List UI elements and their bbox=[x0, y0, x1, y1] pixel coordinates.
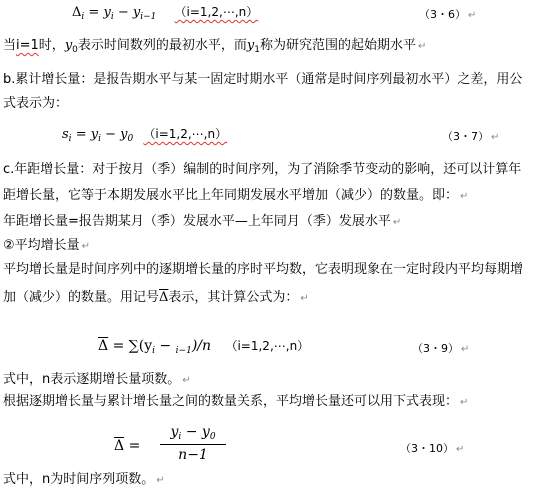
return-mark: ↵ bbox=[460, 397, 469, 408]
eq7-range: （i=1,2,⋯,n） bbox=[143, 127, 228, 141]
eq7-sub-i: i bbox=[68, 134, 72, 144]
return-mark: ↵ bbox=[456, 444, 465, 455]
return-mark: ↵ bbox=[392, 217, 402, 228]
equation-3-6 bbox=[72, 2, 258, 27]
p1-i1: i=1 bbox=[16, 38, 39, 53]
eq10-num-minus: − y bbox=[181, 424, 210, 440]
eq6-number-text: （3・6） bbox=[419, 8, 466, 21]
eq6-sub-im1: i−1 bbox=[140, 12, 157, 22]
eq6-y2: y bbox=[132, 5, 141, 20]
p5-line1: 式中，n表示逐期增长量项数。 bbox=[3, 372, 181, 387]
p1-text3: 称为研究范围的起始期水平 bbox=[260, 38, 417, 53]
paragraph-yearly-line3 bbox=[3, 212, 401, 233]
eq7-sub-i2: i bbox=[98, 134, 101, 144]
eq6-minus: − bbox=[113, 5, 133, 20]
paragraph-when-i1 bbox=[3, 36, 426, 60]
p4-line1: 平均增长量是时间序列中的逐期增长量的序时平均数，它表明现象在一定时段内平均每期增 bbox=[3, 262, 524, 277]
p2-line2: 式表示为： bbox=[3, 96, 69, 111]
eq9-sub: i bbox=[152, 346, 156, 356]
p3-line3: 年距增长量=报告期某月（季）发展水平—上年同月（季）发展水平 bbox=[3, 214, 391, 229]
eq10-fraction-bar bbox=[160, 444, 226, 445]
paragraph-average-line2 bbox=[3, 288, 309, 309]
paragraph-cumulative-line2 bbox=[3, 94, 68, 114]
eq10-number-text: （3・10） bbox=[400, 442, 454, 455]
eq9-sub2: i−1 bbox=[175, 346, 192, 356]
equation-3-9 bbox=[98, 336, 309, 361]
eq6-equals: = bbox=[84, 5, 104, 20]
paragraph-n-series bbox=[3, 470, 165, 491]
eq10-num-sub-0: 0 bbox=[209, 432, 216, 442]
eq10-denominator: n−1 bbox=[178, 447, 208, 463]
paragraph-n-meaning bbox=[3, 370, 191, 391]
section-heading-average-growth bbox=[3, 236, 90, 257]
eq7-minus: − y bbox=[100, 127, 128, 142]
eq6-range: （i=1,2,⋯,n） bbox=[174, 5, 259, 19]
p3-line1: c.年距增长量：对于按月（季）编制的时间序列，为了消除季节变动的影响，还可以计算年 bbox=[3, 162, 522, 177]
eq6-delta: Δ bbox=[72, 5, 82, 20]
eq7-number bbox=[442, 128, 499, 144]
eq9-number-text: （3・9） bbox=[412, 342, 459, 355]
eq7-sub-0: 0 bbox=[127, 134, 134, 144]
eq10-number bbox=[400, 440, 464, 456]
eq10-eq: = bbox=[124, 438, 141, 454]
return-mark: ↵ bbox=[468, 10, 477, 21]
eq6-sub-i2: i bbox=[110, 12, 114, 22]
paragraph-yearly-line1 bbox=[3, 160, 521, 180]
eq10-numerator bbox=[160, 424, 226, 442]
p5-line2: 根据逐期增长量与累计增长量之间的数量关系，平均增长量还可以用下式表现： bbox=[3, 394, 459, 409]
eq6-number bbox=[419, 6, 476, 22]
p4-line2b: 表示，其计算公式为： bbox=[168, 290, 299, 305]
eq9-minus: − bbox=[155, 338, 176, 354]
p4-line2a: 加（减少）的数量。用记号 bbox=[3, 290, 160, 305]
p2-line1: b.累计增长量：是报告期水平与某一固定时期水平（通常是时间序列最初水平）之差，用公 bbox=[3, 72, 523, 87]
p1-y1: y bbox=[246, 38, 255, 53]
p3-line2: 距增长量，它等于本期发展水平比上年同期发展水平增加（减少）的数量。即： bbox=[3, 188, 459, 203]
p1-pre: 当 bbox=[3, 38, 17, 53]
paragraph-yearly-line2 bbox=[3, 186, 468, 207]
eq7-number-text: （3・7） bbox=[442, 130, 489, 143]
equation-3-10-fraction bbox=[160, 424, 226, 463]
return-mark: ↵ bbox=[156, 475, 165, 486]
eq10-num-sub-i: i bbox=[178, 432, 182, 442]
p6-line1: 式中，n为时间序列项数。 bbox=[3, 472, 155, 487]
equation-3-10-lhs bbox=[114, 436, 140, 456]
p1-y1-sub: 1 bbox=[254, 45, 261, 55]
eq9-delta-bar: $\overline{\Delta}$ bbox=[98, 338, 109, 354]
return-mark: ↵ bbox=[300, 293, 309, 304]
p1-text2: 表示时间数列的最初水平，而 bbox=[77, 38, 247, 53]
eq7-s: s bbox=[62, 127, 69, 142]
eq6-y: y bbox=[103, 5, 111, 20]
eq9-rest: )/n bbox=[191, 338, 212, 354]
return-mark: ↵ bbox=[81, 241, 91, 252]
eq7-rest: = y bbox=[71, 127, 99, 142]
return-mark: ↵ bbox=[418, 41, 427, 52]
eq6-sub-i: i bbox=[81, 12, 85, 22]
return-mark: ↵ bbox=[491, 132, 500, 143]
p1-y0-sub: 0 bbox=[72, 45, 78, 55]
return-mark: ↵ bbox=[460, 191, 469, 202]
paragraph-relation bbox=[3, 392, 468, 413]
equation-3-7 bbox=[62, 124, 227, 149]
eq10-delta-bar: $\overline{\Delta}$ bbox=[114, 438, 125, 454]
eq9-number bbox=[412, 340, 469, 356]
return-mark: ↵ bbox=[461, 344, 470, 355]
p1-y0: y bbox=[64, 38, 73, 53]
p1-mid: 时， bbox=[38, 38, 65, 53]
return-mark: ↵ bbox=[182, 375, 191, 386]
paragraph-cumulative-line1 bbox=[3, 70, 522, 90]
eq9-range: （i=1,2,⋯,n） bbox=[225, 339, 310, 353]
p4-heading: ②平均增长量 bbox=[3, 238, 80, 253]
p4-delta-bar-symbol: $\overline{\Delta}$ bbox=[159, 290, 169, 305]
eq10-num-y: y bbox=[170, 424, 179, 440]
paragraph-average-line1 bbox=[3, 260, 523, 280]
eq9-eq: = ∑(y bbox=[108, 338, 153, 354]
